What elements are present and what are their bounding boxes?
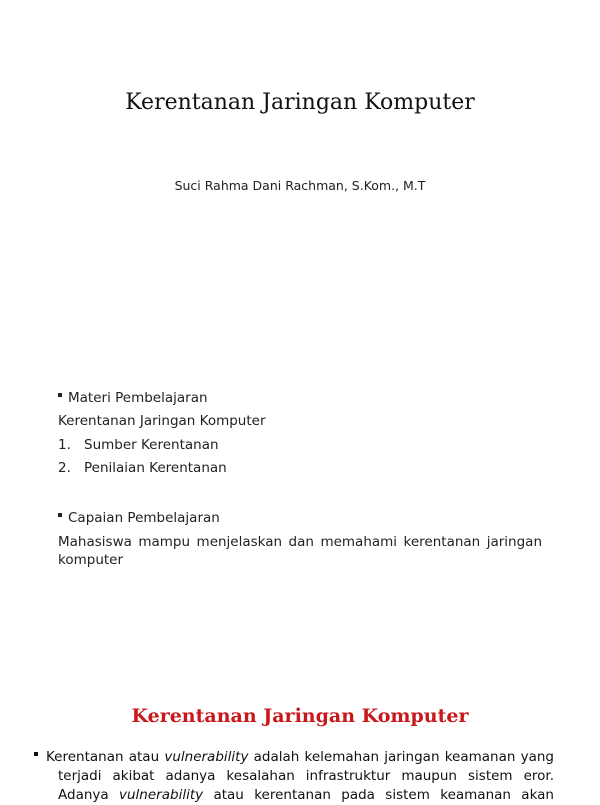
italic-term: vulnerability [164, 749, 249, 765]
text-line [46, 767, 554, 786]
text-line [46, 748, 554, 767]
italic-term: vulnerability [119, 787, 204, 803]
list-label: Penilaian Kerentanan [84, 460, 227, 476]
content-slide [0, 670, 600, 803]
list-number: 2. [58, 460, 71, 476]
list-label: Sumber Kerentanan [84, 437, 219, 453]
text-run: adalah kelemahan jaringan keamanan yang [248, 749, 554, 765]
materi-heading: Materi Pembelajaran [58, 390, 208, 406]
capaian-heading: Capaian Pembelajaran [58, 510, 220, 526]
list-item [58, 460, 227, 476]
body-text [46, 748, 554, 805]
text-run: atau kerentanan pada sistem keamanan akan [203, 787, 554, 803]
materi-topic: Kerentanan Jaringan Komputer [58, 413, 266, 429]
author-name: Suci Rahma Dani Rachman, S.Kom., M.T [174, 178, 426, 193]
text-run: Adanya [58, 787, 120, 803]
list-number: 1. [58, 437, 71, 453]
list-item [58, 437, 219, 453]
slide-title: Kerentanan Jaringan Komputer [131, 705, 469, 727]
text-run: terjadi akibat adanya kesalahan infrastruktur maupun sistem eror. [58, 768, 554, 784]
outline-slide [0, 370, 600, 670]
text-line [46, 786, 554, 805]
capaian-text: Mahasiswa mampu menjelaskan dan memahami kerentanan jaringan komputer [58, 534, 542, 568]
text-run: Kerentanan atau [46, 749, 165, 765]
slide-title: Kerentanan Jaringan Komputer [125, 90, 475, 115]
title-slide [0, 0, 600, 370]
